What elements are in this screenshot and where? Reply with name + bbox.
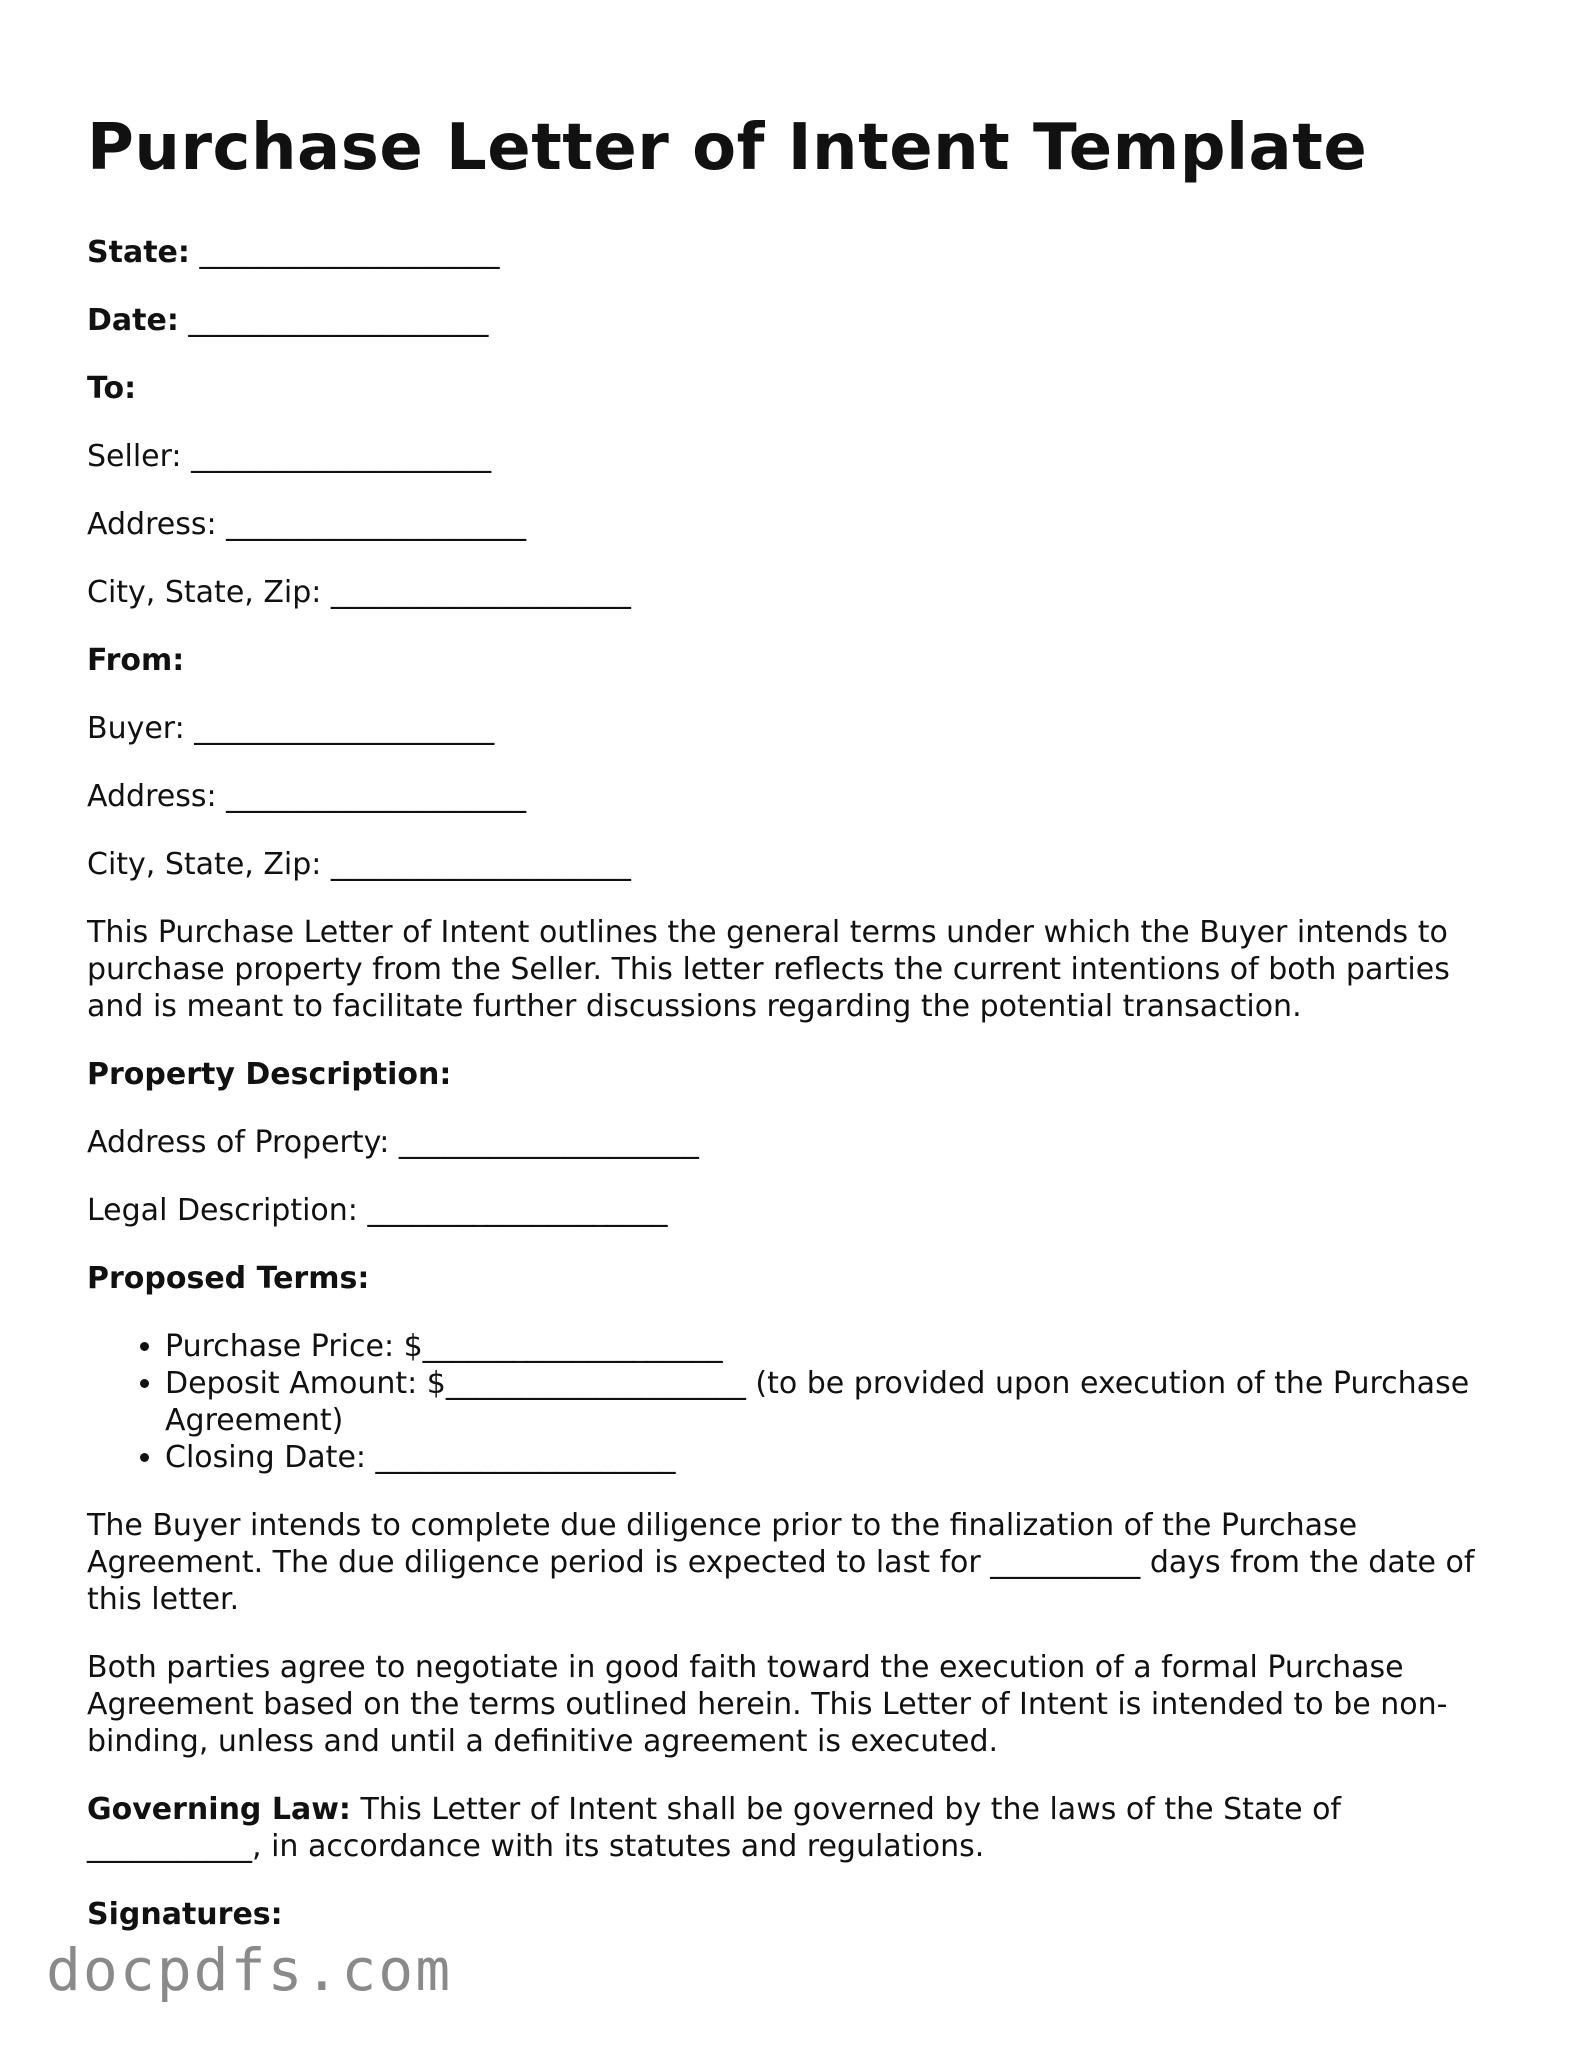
terms-heading: Proposed Terms:	[87, 1261, 370, 1296]
state-label: State:	[87, 235, 190, 270]
diligence-paragraph: The Buyer intends to complete due diligence prior to the finalization of the Purchase Agreement. The due diligence period is expected to last for __________ days from the date of this letter.	[87, 1508, 1475, 1617]
date-blank: ____________________	[188, 303, 489, 338]
buyer-line: Buyer: ____________________	[87, 711, 495, 746]
negotiation-paragraph: Both parties agree to negotiate in good faith toward the execution of a formal Purchase Agreement based on the terms outlined herein. This Letter of Intent is intended to be non-binding, unless and until a definitive agreement is executed.	[87, 1650, 1448, 1759]
deposit-amount-item: • Deposit Amount: $____________________ (to be provided upon execution of the Purchase Agreement)	[165, 1365, 1507, 1439]
document-title: Purchase Letter of Intent Template	[87, 111, 1368, 185]
signatures-heading: Signatures:	[87, 1897, 283, 1932]
seller-city-line: City, State, Zip: ____________________	[87, 575, 631, 610]
legal-description-line: Legal Description: ____________________	[87, 1193, 668, 1228]
governing-law-text: This Letter of Intent shall be governed by the laws of the State of ___________, in accordance with its statutes and regulations.	[87, 1792, 1341, 1864]
closing-date-item: • Closing Date: ____________________	[165, 1439, 1507, 1476]
purchase-price-item: • Purchase Price: $____________________	[165, 1328, 1507, 1365]
seller-address-line: Address: ____________________	[87, 507, 527, 542]
date-label: Date:	[87, 303, 179, 338]
property-address-line: Address of Property: ____________________	[87, 1125, 699, 1160]
watermark-logo: docpdfs.com	[46, 1936, 453, 2004]
seller-line: Seller: ____________________	[87, 439, 492, 474]
governing-law-paragraph	[87, 1791, 1507, 1865]
buyer-city-line: City, State, Zip: ____________________	[87, 847, 631, 882]
document-page	[87, 108, 1507, 1964]
governing-law-label: Governing Law:	[87, 1792, 351, 1827]
date-line	[87, 302, 1507, 339]
to-heading: To:	[87, 371, 137, 406]
from-heading: From:	[87, 643, 185, 678]
state-line	[87, 234, 1507, 271]
terms-list	[87, 1328, 1507, 1476]
buyer-address-line: Address: ____________________	[87, 779, 527, 814]
property-heading: Property Description:	[87, 1057, 452, 1092]
state-blank: ____________________	[199, 235, 500, 270]
intro-paragraph: This Purchase Letter of Intent outlines the general terms under which the Buyer intends to purchase property from the Seller. This letter reflects the current intentions of both parties and is meant to facilitate further discussions regarding the potential transaction.	[87, 915, 1450, 1024]
